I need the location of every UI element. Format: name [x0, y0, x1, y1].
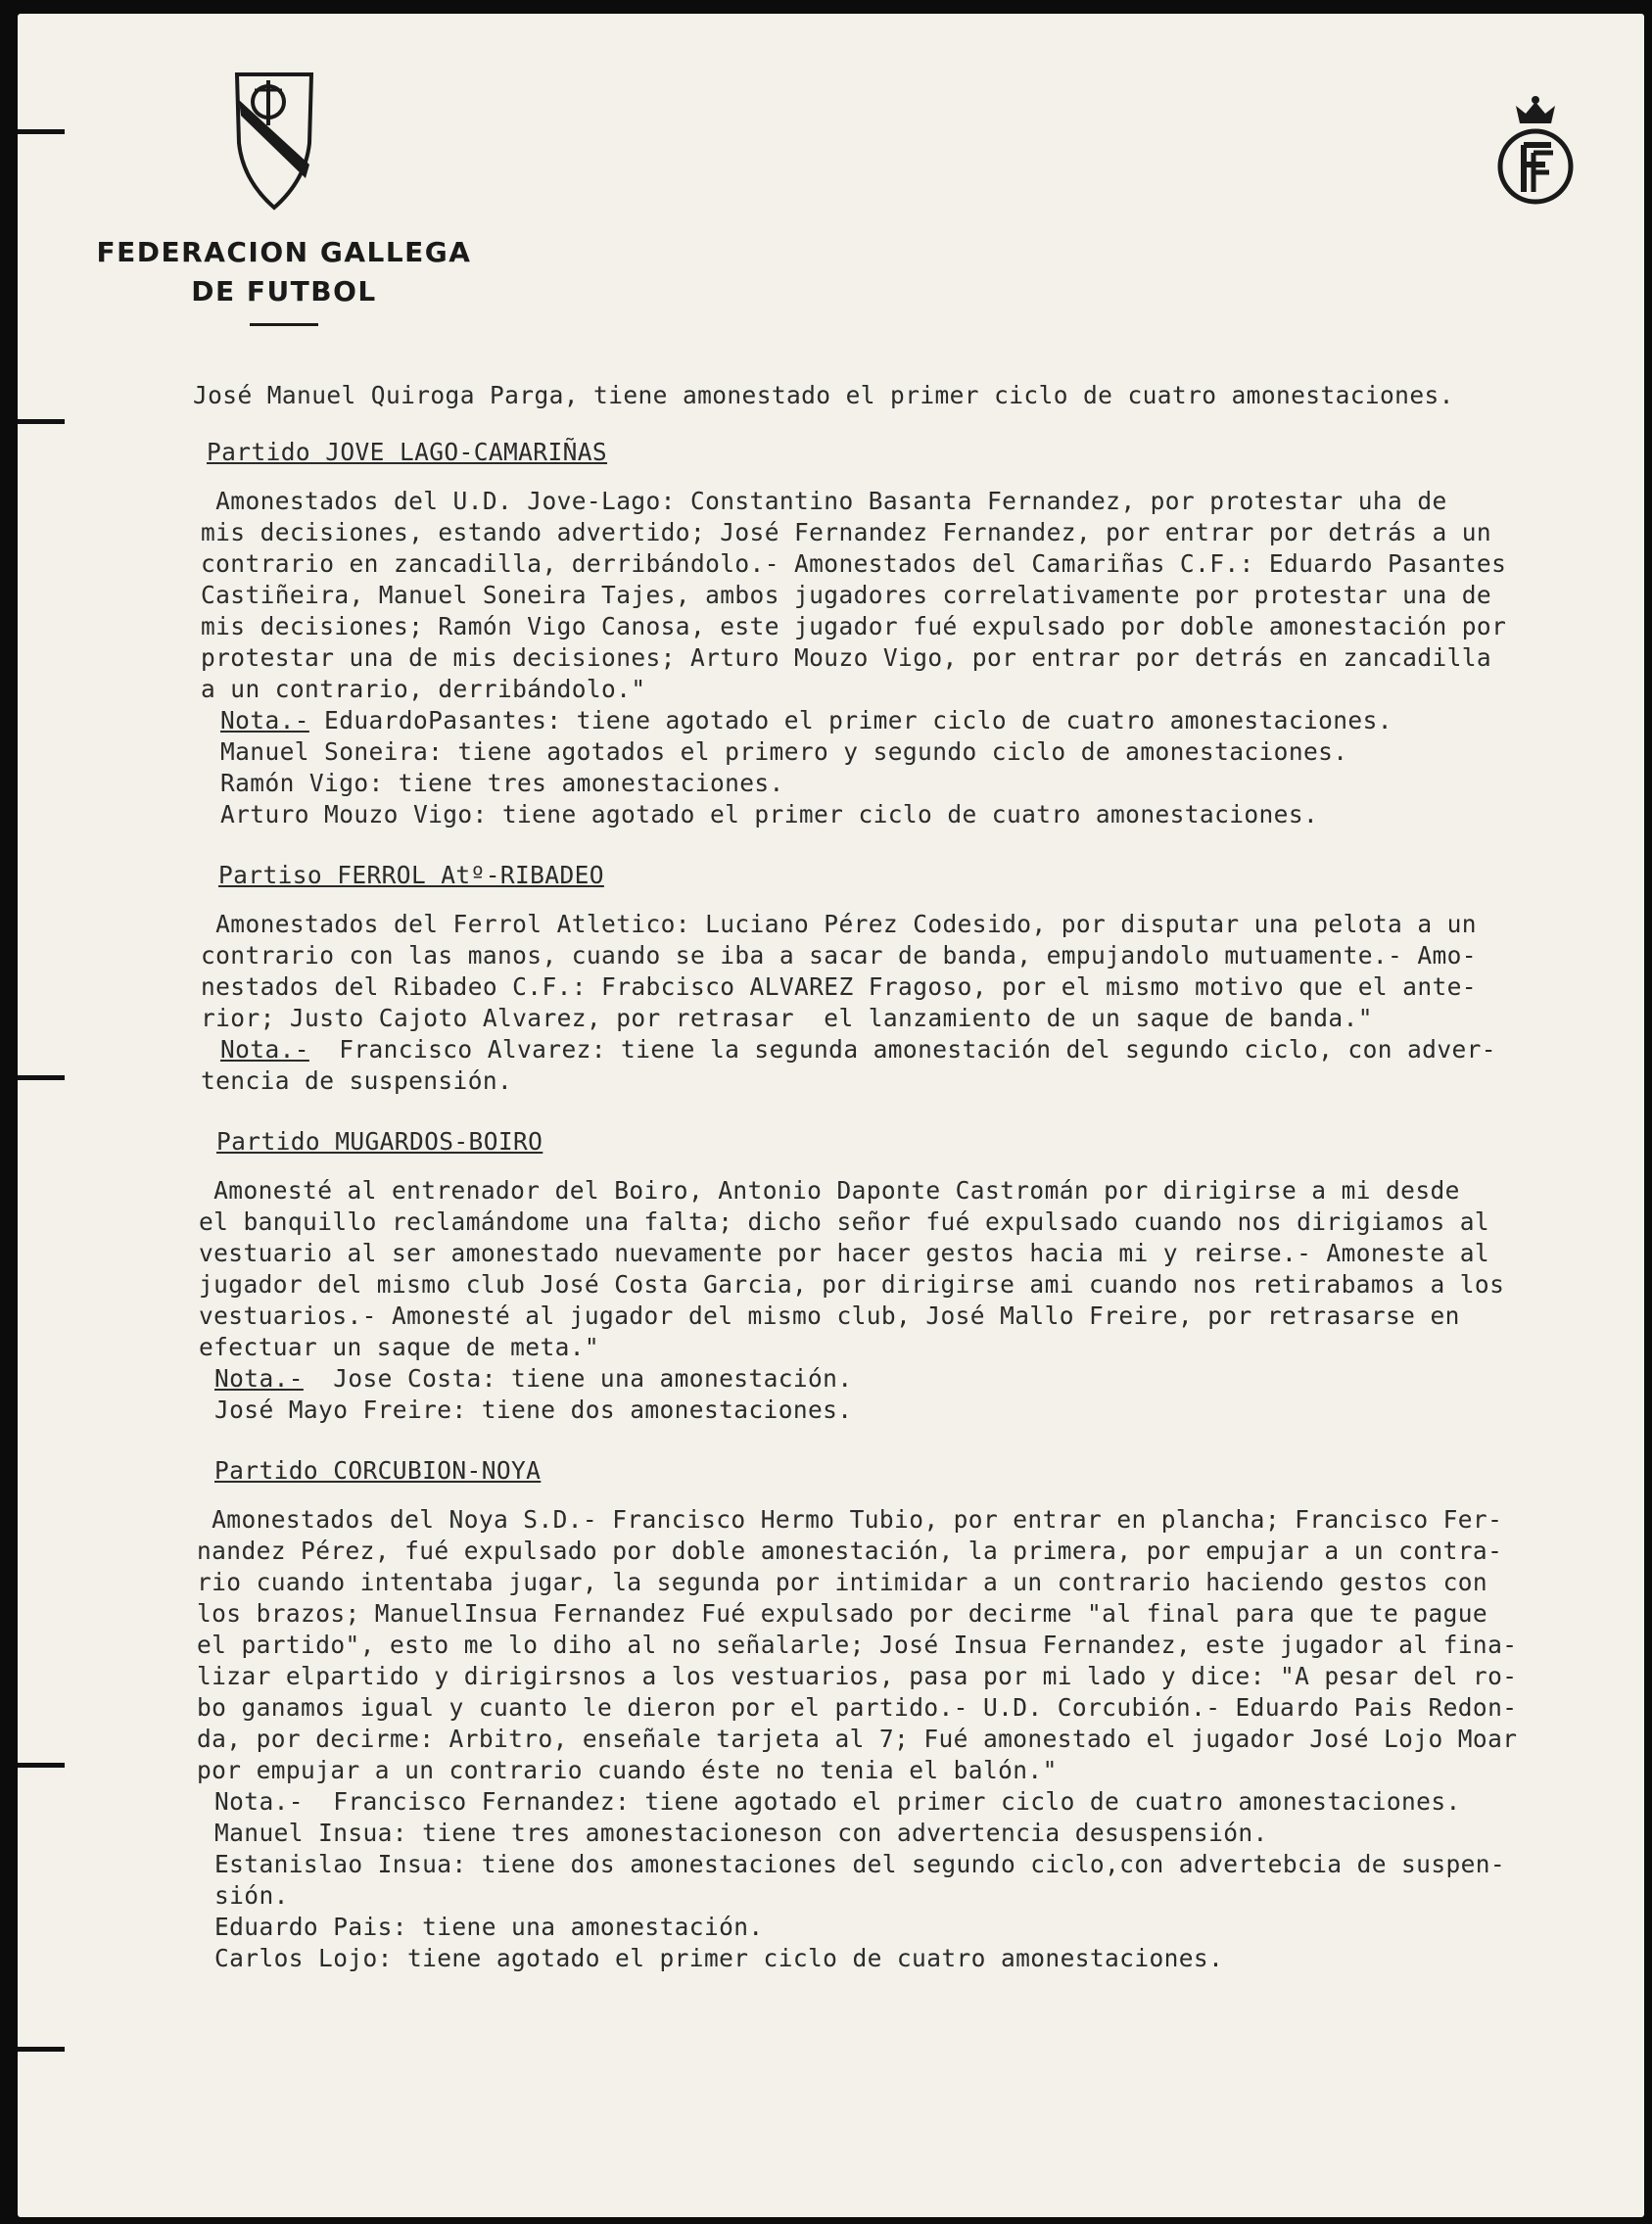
report-line: mis decisiones, estando advertido; José Fernandez Fernandez, por entrar por detrás a un: [201, 518, 1492, 546]
note-line: sión.: [214, 1881, 289, 1910]
match-report: [201, 909, 1628, 1034]
report-line: bo ganamos igual y cuanto le dieron por el partido.- U.D. Corcubión.- Eduardo Pais Redon-: [197, 1693, 1518, 1722]
report-line: contrario en zancadilla, derribándolo.- Amonestados del Camariñas C.F.: Eduardo Pasantes: [201, 549, 1507, 578]
report-line: mis decisiones; Ramón Vigo Canosa, este jugador fué expulsado por doble amonestación por: [201, 612, 1507, 640]
note-label: Nota.-: [214, 1364, 304, 1393]
note-line: tencia de suspensión.: [201, 1066, 513, 1095]
notes-block: [201, 1034, 1628, 1097]
match-section: [189, 1126, 1628, 1426]
federation-shield-logo: [231, 71, 317, 212]
notes-block: [214, 1786, 1628, 1974]
letterhead-line-1: FEDERACION GALLEGA: [96, 236, 472, 268]
note-line: [220, 705, 1628, 736]
report-line: contrario con las manos, cuando se iba a sacar de banda, empujandolo mutuamente.- Amo-: [201, 941, 1477, 970]
report-line: Castiñeira, Manuel Soneira Tajes, ambos jugadores correlativamente por protestar una de: [201, 581, 1492, 609]
report-line: efectuar un saque de meta.": [199, 1333, 600, 1361]
report-line: vestuarios.- Amonesté al jugador del mismo club, José Mallo Freire, por retrasarse en: [199, 1301, 1460, 1330]
report-line: nestados del Ribadeo C.F.: Frabcisco ALVAREZ Fragoso, por el mismo motivo que el ante-: [201, 972, 1477, 1001]
match-section: [189, 860, 1628, 1097]
report-line: rio cuando intentaba jugar, la segunda por intimidar a un contrario haciendo gestos con: [197, 1568, 1488, 1596]
report-line: Amonestados del Noya S.D.- Francisco Hermo Tubio, por entrar en plancha; Francisco Fer-: [197, 1505, 1503, 1534]
note-text: Jose Costa: tiene una amonestación.: [303, 1364, 853, 1393]
letterhead-rule: [250, 323, 318, 326]
note-line: Manuel Soneira: tiene agotados el primero y segundo ciclo de amonestaciones.: [220, 737, 1348, 766]
binding-hole-mark: [18, 2047, 65, 2052]
note-label: Nota.-: [214, 1787, 304, 1816]
match-heading: Partido CORCUBION-NOYA: [214, 1456, 542, 1485]
note-line: Arturo Mouzo Vigo: tiene agotado el primer ciclo de cuatro amonestaciones.: [220, 800, 1319, 828]
report-line: Amonestados del Ferrol Atletico: Luciano Pérez Codesido, por disputar una pelota a un: [201, 910, 1477, 938]
report-line: Amonesté al entrenador del Boiro, Antonio Daponte Castromán por dirigirse a mi desde: [199, 1176, 1460, 1205]
report-line: rior; Justo Cajoto Alvarez, por retrasar el lanzamiento de un saque de banda.": [201, 1004, 1373, 1032]
intro-line: José Manuel Quiroga Parga, tiene amonestado el primer ciclo de cuatro amonestaciones.: [193, 381, 1454, 409]
report-line: protestar una de mis decisiones; Arturo Mouzo Vigo, por entrar por detrás en zancadilla: [201, 643, 1492, 672]
binding-hole-mark: [18, 419, 65, 424]
match-heading: Partido JOVE LAGO-CAMARIÑAS: [207, 438, 608, 466]
match-report: [201, 486, 1628, 705]
note-label: Nota.-: [220, 706, 309, 734]
note-text: EduardoPasantes: tiene agotado el primer ciclo de cuatro amonestaciones.: [308, 706, 1392, 734]
note-line: Estanislao Insua: tiene dos amonestaciones del segundo ciclo,con advertebcia de suspen-: [214, 1850, 1506, 1878]
crowned-rfef-emblem: [1494, 94, 1577, 210]
notes-block: [214, 1363, 1628, 1426]
binding-hole-mark: [18, 1763, 65, 1768]
notes-block: [220, 705, 1628, 830]
binding-hole-mark: [18, 129, 65, 134]
note-text: Francisco Alvarez: tiene la segunda amonestación del segundo ciclo, con adver-: [308, 1035, 1496, 1064]
match-heading: Partido MUGARDOS-BOIRO: [216, 1127, 543, 1156]
note-line: [214, 1363, 1628, 1395]
match-section: [189, 437, 1628, 830]
note-line: [220, 1034, 1628, 1065]
match-report: [197, 1504, 1628, 1786]
match-heading: Partiso FERROL Atº-RIBADEO: [218, 861, 604, 889]
note-text: Francisco Fernandez: tiene agotado el primer ciclo de cuatro amonestaciones.: [303, 1787, 1461, 1816]
binding-hole-mark: [18, 1075, 65, 1080]
report-line: vestuario al ser amonestado nuevamente por hacer gestos hacia mi y reirse.- Amoneste al: [199, 1239, 1490, 1267]
report-line: el banquillo reclamándome una falta; dicho señor fué expulsado cuando nos dirigiamos al: [199, 1207, 1490, 1236]
report-line: lizar elpartido y dirigirsnos a los vestuarios, pasa por mi lado y dice: "A pesar del ro-: [197, 1662, 1518, 1690]
note-line: Ramón Vigo: tiene tres amonestaciones.: [220, 769, 784, 797]
report-line: da, por decirme: Arbitro, enseñale tarjeta al 7; Fué amonestado el jugador José Lojo Moar: [197, 1725, 1518, 1753]
report-line: por empujar a un contrario cuando éste no tenia el balón.": [197, 1756, 1058, 1784]
letterhead: [78, 233, 490, 326]
match-report: [199, 1175, 1628, 1363]
note-line: José Mayo Freire: tiene dos amonestaciones.: [214, 1396, 853, 1424]
report-body: [189, 380, 1628, 1974]
note-line: Manuel Insua: tiene tres amonestacioneson con advertencia desuspensión.: [214, 1819, 1268, 1847]
report-line: nandez Pérez, fué expulsado por doble amonestación, la primera, por empujar a un contra-: [197, 1537, 1503, 1565]
report-line: a un contrario, derribándolo.": [201, 675, 646, 703]
note-line: Eduardo Pais: tiene una amonestación.: [214, 1913, 764, 1941]
match-section: [189, 1455, 1628, 1974]
report-line: Amonestados del U.D. Jove-Lago: Constantino Basanta Fernandez, por protestar uha de: [201, 487, 1447, 515]
report-line: el partido", esto me lo diho al no señalarle; José Insua Fernandez, este jugador al fina-: [197, 1631, 1518, 1659]
note-line: Carlos Lojo: tiene agotado el primer ciclo de cuatro amonestaciones.: [214, 1944, 1224, 1972]
report-line: jugador del mismo club José Costa Garcia, por dirigirse ami cuando nos retirabamos a los: [199, 1270, 1505, 1299]
letterhead-line-2: DE FUTBOL: [191, 275, 377, 308]
note-line: [214, 1786, 1628, 1818]
note-label: Nota.-: [220, 1035, 309, 1064]
report-line: los brazos; ManuelInsua Fernandez Fué expulsado por decirme "al final para que te pague: [197, 1599, 1488, 1628]
